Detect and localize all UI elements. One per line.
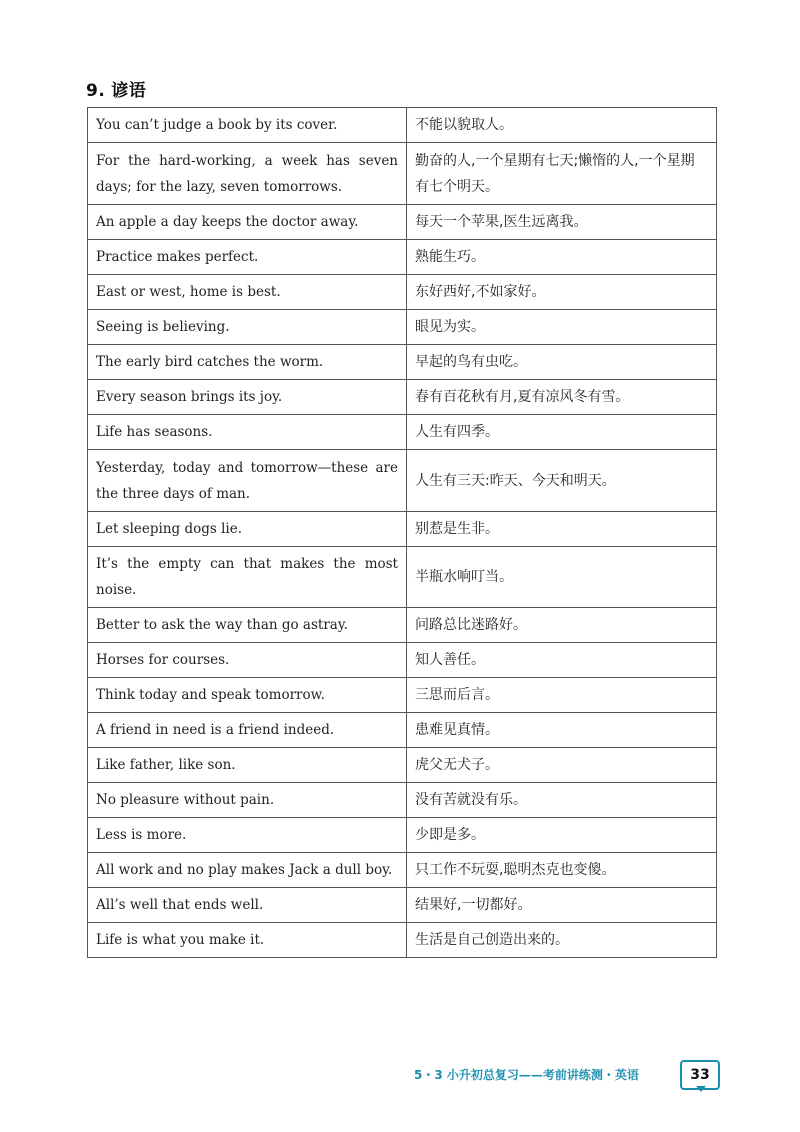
page-badge-tab-icon	[696, 1086, 706, 1092]
table-row	[88, 240, 717, 275]
proverb-english: Think today and speak tomorrow.	[88, 678, 407, 713]
proverb-chinese: 熟能生巧。	[407, 240, 717, 275]
table-row	[88, 512, 717, 547]
proverb-chinese: 不能以貌取人。	[407, 108, 717, 143]
proverb-english: Seeing is believing.	[88, 310, 407, 345]
proverb-chinese: 少即是多。	[407, 818, 717, 853]
proverb-chinese: 东好西好,不如家好。	[407, 275, 717, 310]
proverbs-table-body	[88, 108, 717, 958]
table-row	[88, 853, 717, 888]
proverb-chinese: 患难见真情。	[407, 713, 717, 748]
table-row	[88, 108, 717, 143]
proverb-english: The early bird catches the worm.	[88, 345, 407, 380]
proverb-english: Horses for courses.	[88, 643, 407, 678]
proverb-chinese: 虎父无犬子。	[407, 748, 717, 783]
table-row	[88, 143, 717, 205]
proverb-english: It’s the empty can that makes the most noise.	[88, 547, 407, 608]
proverb-english: Every season brings its joy.	[88, 380, 407, 415]
footer-book-title: 5・3 小升初总复习——考前讲练测・英语	[414, 1068, 639, 1082]
proverb-english: Better to ask the way than go astray.	[88, 608, 407, 643]
proverb-english: Life has seasons.	[88, 415, 407, 450]
proverb-chinese: 别惹是生非。	[407, 512, 717, 547]
page-number: 33	[690, 1067, 710, 1083]
proverb-chinese: 问路总比迷路好。	[407, 608, 717, 643]
table-row	[88, 345, 717, 380]
proverb-chinese: 早起的鸟有虫吃。	[407, 345, 717, 380]
section-title: 谚语	[111, 81, 147, 101]
proverb-chinese: 春有百花秋有月,夏有凉风冬有雪。	[407, 380, 717, 415]
proverb-english: Less is more.	[88, 818, 407, 853]
table-row	[88, 205, 717, 240]
table-row	[88, 923, 717, 958]
proverb-chinese: 没有苦就没有乐。	[407, 783, 717, 818]
proverb-english: Yesterday, today and tomorrow—these are the three days of man.	[88, 450, 407, 512]
proverb-chinese: 知人善任。	[407, 643, 717, 678]
proverb-english: For the hard-working, a week has seven days; for the lazy, seven tomorrows.	[88, 143, 407, 205]
table-row	[88, 415, 717, 450]
proverb-english: Practice makes perfect.	[88, 240, 407, 275]
proverb-english: All work and no play makes Jack a dull boy.	[88, 853, 407, 888]
proverb-chinese: 勤奋的人,一个星期有七天;懒惰的人,一个星期有七个明天。	[407, 143, 717, 205]
proverb-english: You can’t judge a book by its cover.	[88, 108, 407, 143]
section-number: 9.	[86, 81, 106, 101]
proverbs-table	[87, 107, 717, 958]
table-row	[88, 275, 717, 310]
table-row	[88, 888, 717, 923]
table-row	[88, 450, 717, 512]
proverb-english: Like father, like son.	[88, 748, 407, 783]
proverb-chinese: 只工作不玩耍,聪明杰克也变傻。	[407, 853, 717, 888]
proverb-english: Let sleeping dogs lie.	[88, 512, 407, 547]
proverb-chinese: 三思而后言。	[407, 678, 717, 713]
table-row	[88, 818, 717, 853]
table-row	[88, 783, 717, 818]
section-heading	[86, 76, 146, 101]
table-row	[88, 608, 717, 643]
proverb-chinese: 每天一个苹果,医生远离我。	[407, 205, 717, 240]
proverb-english: Life is what you make it.	[88, 923, 407, 958]
proverb-chinese: 结果好,一切都好。	[407, 888, 717, 923]
table-row	[88, 380, 717, 415]
proverb-chinese: 半瓶水响叮当。	[407, 547, 717, 608]
table-row	[88, 678, 717, 713]
proverb-english: An apple a day keeps the doctor away.	[88, 205, 407, 240]
table-row	[88, 310, 717, 345]
proverb-english: All’s well that ends well.	[88, 888, 407, 923]
table-row	[88, 748, 717, 783]
proverb-chinese: 眼见为实。	[407, 310, 717, 345]
table-row	[88, 547, 717, 608]
proverb-english: No pleasure without pain.	[88, 783, 407, 818]
proverb-chinese: 人生有四季。	[407, 415, 717, 450]
proverb-chinese: 生活是自己创造出来的。	[407, 923, 717, 958]
table-row	[88, 713, 717, 748]
proverb-chinese: 人生有三天:昨天、今天和明天。	[407, 450, 717, 512]
proverb-english: A friend in need is a friend indeed.	[88, 713, 407, 748]
table-row	[88, 643, 717, 678]
proverb-english: East or west, home is best.	[88, 275, 407, 310]
